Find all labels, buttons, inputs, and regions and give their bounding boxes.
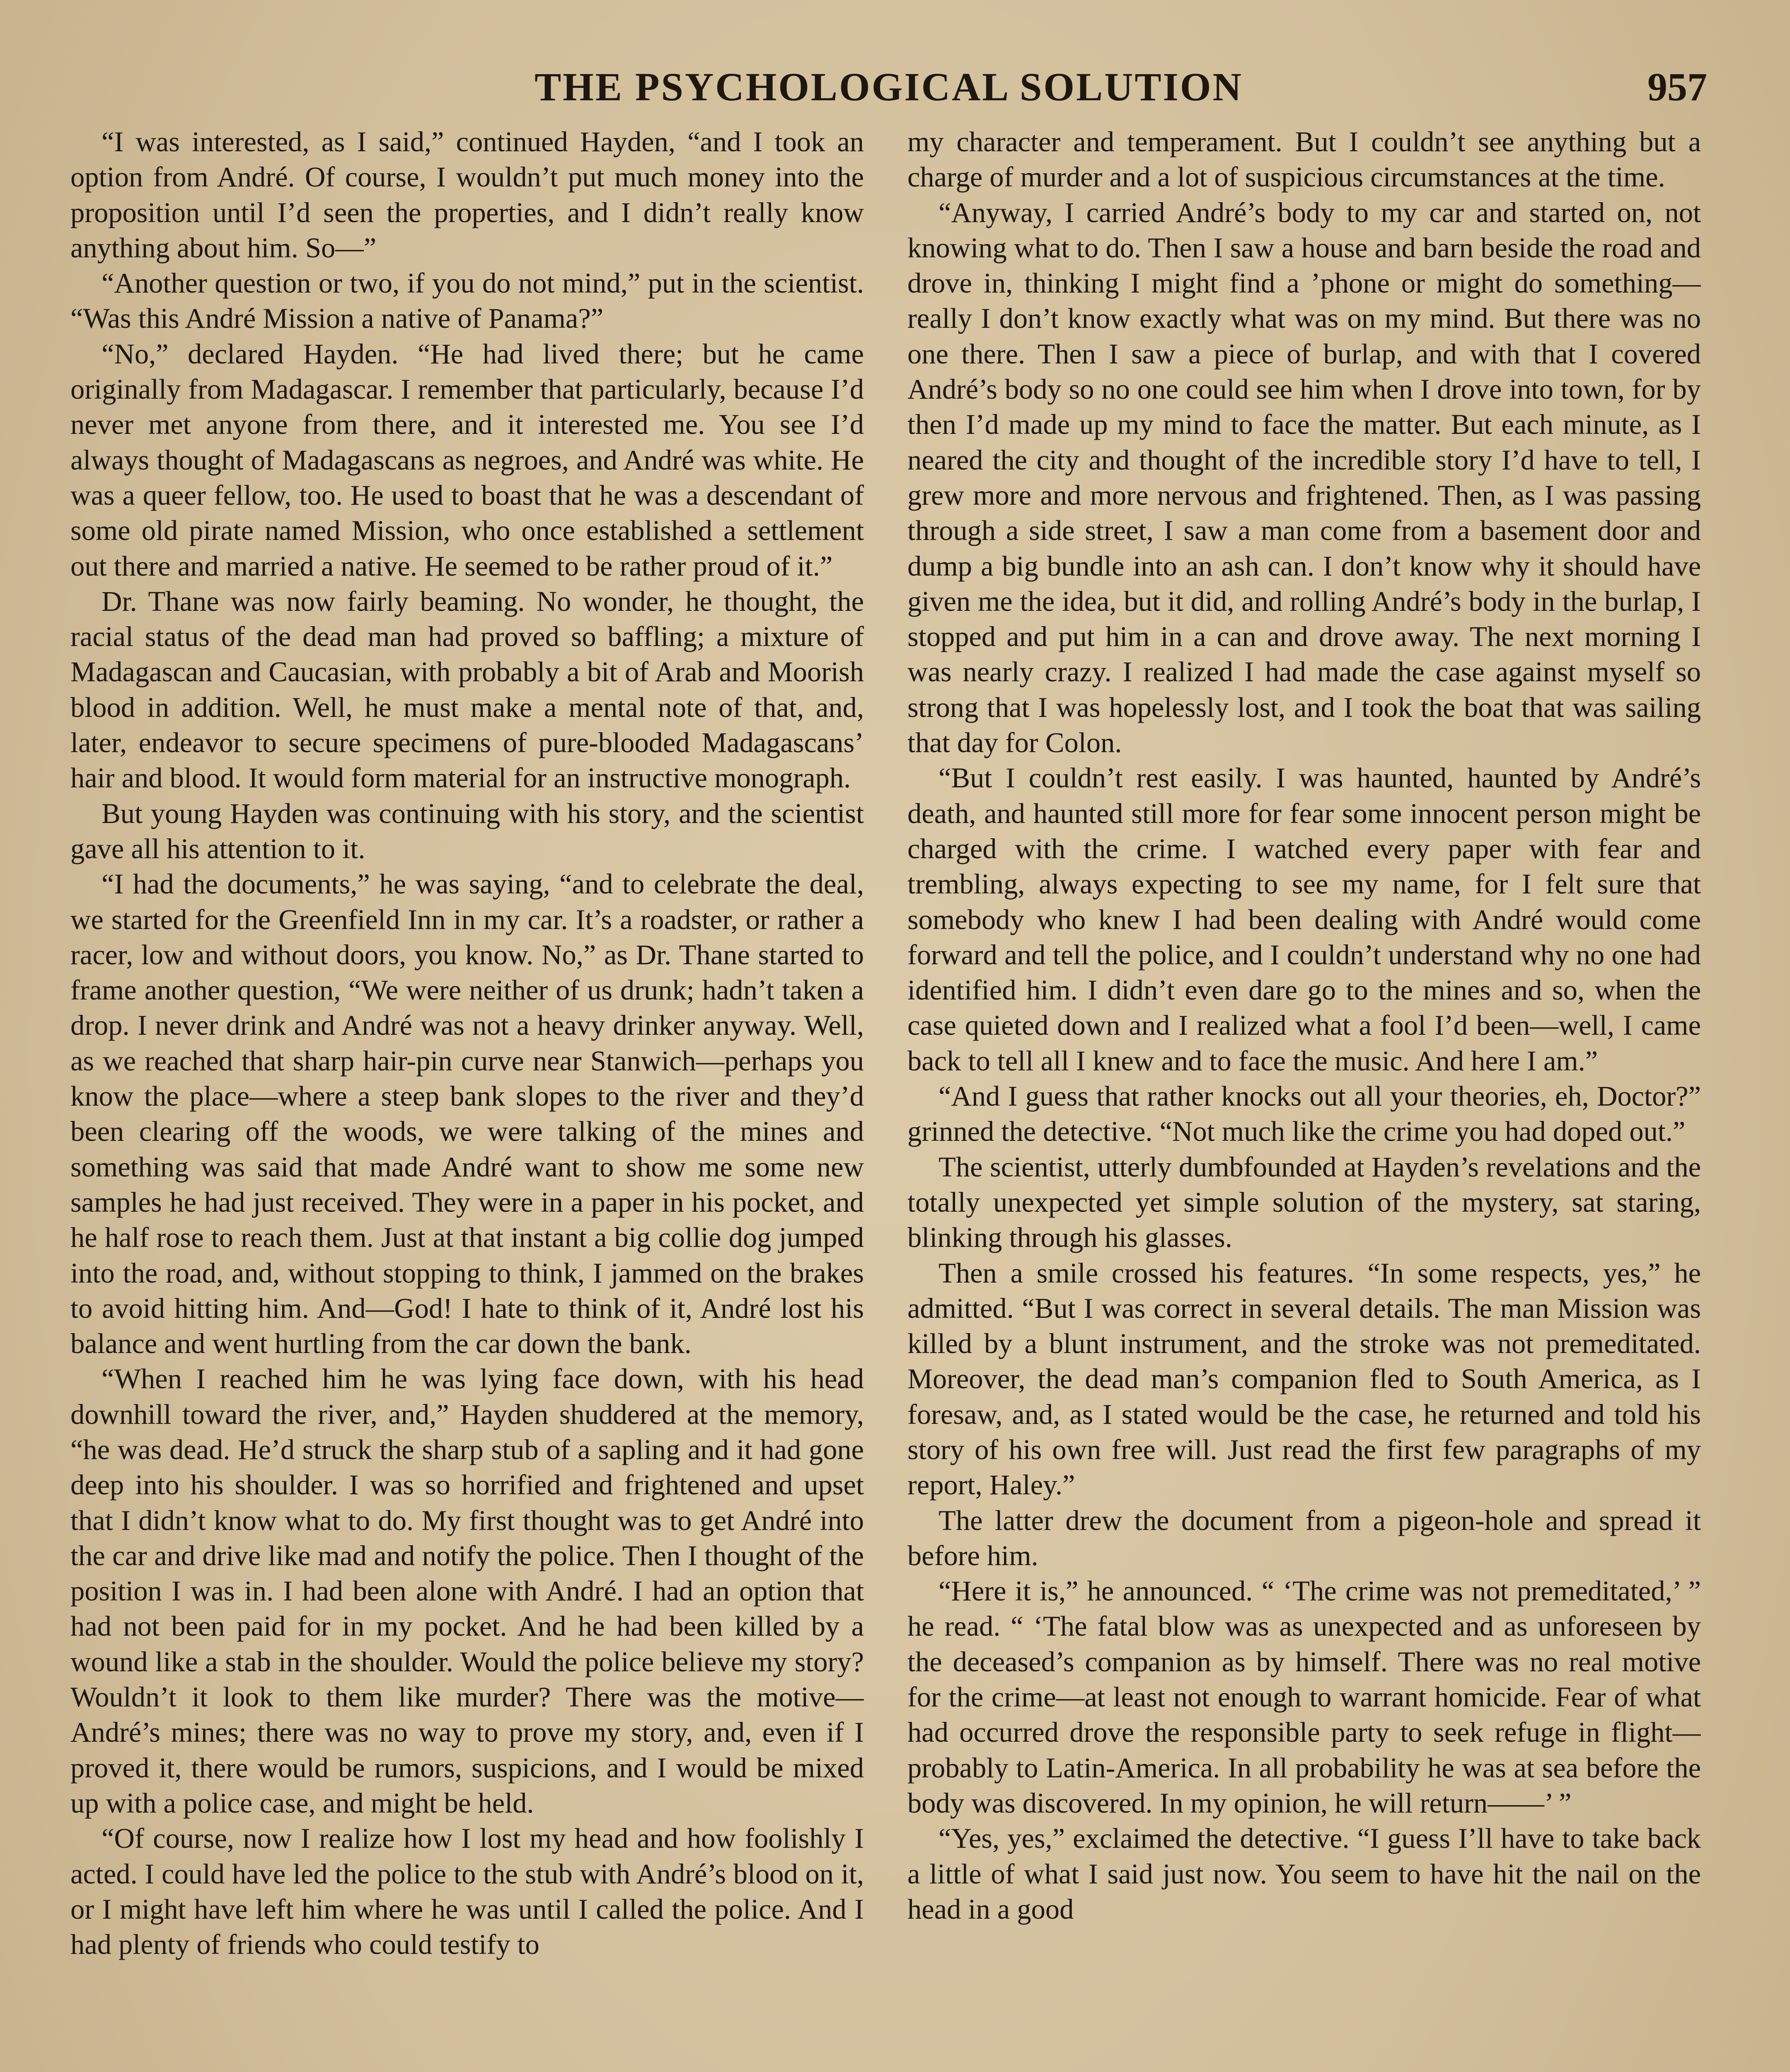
paragraph: “Of course, now I realize how I lost my head and how foolishly I acted. I could have led the police to the stub with André’s blood on it, or I might have left him where he was until I called the police. And I had plenty of friends who could testify to — [70, 1823, 864, 1961]
paragraph: The latter drew the document from a pigeon-hole and spread it before him. — [907, 1504, 1701, 1571]
running-title: THE PSYCHOLOGICAL SOLUTION — [535, 65, 1243, 109]
paragraph: “No,” declared Hayden. “He had lived there; but he came originally from Madagascar. I remember that particularly, because I’d never met anyone from there, and it interested me. You see I’d always thought of Madagascans as negroes, and André was white. He was a queer fellow, too. He used to boast that he was a descendant of some old pirate named Mission, who once established a settlement out there and married a native. He seemed to be rather proud of it.” — [70, 338, 864, 582]
paragraph: “Anyway, I carried André’s body to my car and started on, not knowing what to do. Then I saw a house and barn beside the road and drove in, thinking I might find a ’phone or might do something—really I don’t know exactly what was on my mind. But there was no one there. Then I saw a piece of burlap, and with that I covered André’s body so no one could see him when I drove into town, for by then I’d made up my mind to face the matter. But each minute, as I neared the city and thought of the incredible story I’d have to tell, I grew more and more nervous and frightened. Then, as I was passing through a side street, I saw a man come from a basement door and dump a big bundle into an ash can. I don’t know why it should have given me the idea, but it did, and rolling André’s body in the burlap, I stopped and put him in a can and drove away. The next morning I was nearly crazy. I realized I had made the case against myself so strong that I was hopelessly lost, and I took the boat that was sailing that day for Colon. — [907, 196, 1701, 759]
continued-paragraph: my character and temperament. But I couldn’t see anything but a charge of murder and a lot of suspicious circumstances at the time. — [907, 126, 1701, 193]
paragraph: “Another question or two, if you do not mind,” put in the scientist. “Was this André Mission a native of Panama?” — [70, 267, 864, 334]
paragraph: The scientist, utterly dumbfounded at Hayden’s revelations and the totally unexpected yet simple solution of the mystery, sat staring, blinking through his glasses. — [907, 1151, 1701, 1254]
paragraph: Then a smile crossed his features. “In some respects, yes,” he admitted. “But I was correct in several details. The man Mission was killed by a blunt instrument, and the stroke was not premeditated. Moreover, the dead man’s companion fled to South America, as I foresaw, and, as I stated would be the case, he returned and told his story of his own free will. Just read the first few paragraphs of my report, Haley.” — [907, 1257, 1701, 1501]
paragraph: “And I guess that rather knocks out all your theories, eh, Doctor?” grinned the detective. “Not much like the crime you had doped out.” — [907, 1080, 1701, 1147]
left-column — [70, 124, 864, 2072]
paragraph: “Here it is,” he announced. “ ‘The crime was not premeditated,’ ” he read. “ ‘The fatal blow was as unexpected and as unforeseen by the deceased’s companion as by himself. There was no real motive for the crime—at least not enough to warrant homicide. Fear of what had occurred drove the responsible party to seek refuge in flight—probably to Latin-America. In all probability he was at sea before the body was discovered. In my opinion, he will return——’ ” — [907, 1575, 1701, 1819]
paragraph: “I had the documents,” he was saying, “and to celebrate the deal, we started for the Greenfield Inn in my car. It’s a roadster, or rather a racer, low and without doors, you know. No,” as Dr. Thane started to frame another question, “We were neither of us drunk; hadn’t taken a drop. I never drink and André was not a heavy drinker anyway. Well, as we reached that sharp hair-pin curve near Stanwich—perhaps you know the place—where a steep bank slopes to the river and they’d been clearing off the woods, we were talking of the mines and something was said that made André want to show me some new samples he had just received. They were in a paper in his pocket, and he half rose to reach them. Just at that instant a big collie dog jumped into the road, and, without stopping to think, I jammed on the brakes to avoid hitting him. And—God! I hate to think of it, André lost his balance and went hurtling from the car down the bank. — [70, 868, 864, 1360]
paragraph: “But I couldn’t rest easily. I was haunted, haunted by André’s death, and haunted still more for fear some innocent person might be charged with the crime. I watched every paper with fear and trembling, always expecting to see my name, for I felt sure that somebody who knew I had been dealing with André would come forward and tell the police, and I couldn’t understand why no one had identified him. I didn’t even dare go to the mines and so, when the case quieted down and I realized what a fool I’d been—well, I came back to tell all I knew and to face the music. And here I am.” — [907, 762, 1701, 1077]
right-column — [907, 124, 1701, 2072]
paragraph: But young Hayden was continuing with his story, and the scientist gave all his attention to it. — [70, 797, 864, 864]
paragraph: “When I reached him he was lying face down, with his head downhill toward the river, and,” Hayden shuddered at the memory, “he was dead. He’d struck the sharp stub of a sapling and it had gone deep into his shoulder. I was so horrified and frightened and upset that I didn’t know what to do. My first thought was to get André into the car and drive like mad and notify the police. Then I thought of the position I was in. I had been alone with André. I had an option that had not been paid for in my pocket. And he had been killed by a wound like a stab in the shoulder. Would the police believe my story? Wouldn’t it look to them like murder? There was the motive—André’s mines; there was no way to prove my story, and, even if I proved it, there would be rumors, suspicions, and I would be mixed up with a police case, and might be held. — [70, 1363, 864, 1819]
paragraph: Dr. Thane was now fairly beaming. No wonder, he thought, the racial status of the dead man had proved so baffling; a mixture of Madagascan and Caucasian, with probably a bit of Arab and Moorish blood in addition. Well, he must make a mental note of that, and, later, endeavor to secure specimens of pure-blooded Madagascans’ hair and blood. It would form material for an instructive monograph. — [70, 585, 864, 794]
page-header — [70, 62, 1707, 116]
page-number: 957 — [1647, 65, 1707, 109]
paragraph: “Yes, yes,” exclaimed the detective. “I guess I’ll have to take back a little of what I said just now. You seem to have hit the nail on the head in a good — [907, 1823, 1701, 1925]
paragraph: “I was interested, as I said,” continued Hayden, “and I took an option from André. Of course, I wouldn’t put much money into the proposition until I’d seen the properties, and I didn’t really know anything about him. So—” — [70, 126, 864, 264]
